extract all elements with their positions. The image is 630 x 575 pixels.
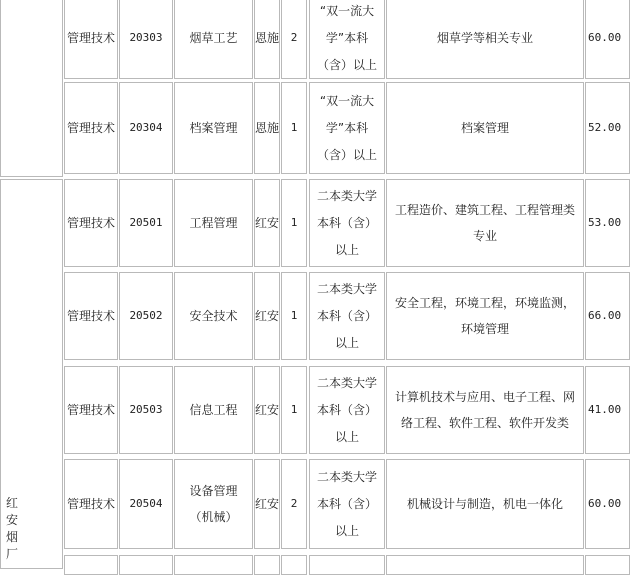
unit-label-hongan: 红安烟厂 xyxy=(6,496,19,561)
table-row-partial xyxy=(281,555,307,575)
category-cell: 管理技术 xyxy=(66,216,115,230)
table-row-partial xyxy=(64,555,118,575)
category-cell: 管理技术 xyxy=(66,309,115,323)
major-cell: 工程造价、建筑工程、工程管理类专业 xyxy=(386,179,584,267)
position-cell: 工程管理 xyxy=(174,179,253,267)
position-cell: 安全技术 xyxy=(174,272,253,360)
education-cell: 二本类大学 本科（含）以上 xyxy=(309,459,385,549)
score-cell: 52.00 xyxy=(585,82,630,174)
table-row xyxy=(64,82,118,174)
table-row-partial xyxy=(585,555,630,575)
location-cell: 红安 xyxy=(254,179,280,267)
major-cell: 机械设计与制造，机电一体化 xyxy=(386,459,584,549)
table-row-partial xyxy=(309,555,385,575)
category-cell: 管理技术 xyxy=(66,31,115,45)
major-cell: 计算机技术与应用、电子工程、网络工程、软件工程、软件开发类 xyxy=(386,366,584,454)
score-cell: 60.00 xyxy=(585,459,630,549)
major-cell: 档案管理 xyxy=(386,82,584,174)
position-cell: 信息工程 xyxy=(174,366,253,454)
code-cell: 20503 xyxy=(119,366,173,454)
count-cell: 1 xyxy=(281,82,307,174)
education-cell: 二本类大学 本科（含）以上 xyxy=(309,179,385,267)
code-cell: 20502 xyxy=(119,272,173,360)
location-cell: 恩施 xyxy=(254,0,280,79)
score-cell: 66.00 xyxy=(585,272,630,360)
count-cell: 1 xyxy=(281,366,307,454)
score-cell: 60.00 xyxy=(585,0,630,79)
table-row xyxy=(64,0,118,79)
category-cell: 管理技术 xyxy=(66,121,115,135)
table-row xyxy=(64,272,118,360)
table-row-partial xyxy=(386,555,584,575)
count-cell: 2 xyxy=(281,0,307,79)
education-cell: 二本类大学 本科（含）以上 xyxy=(309,272,385,360)
education-cell: “双一流大学”本科（含）以上 xyxy=(309,0,385,79)
location-cell: 恩施 xyxy=(254,82,280,174)
table-row-partial xyxy=(174,555,253,575)
unit-cell-top xyxy=(0,0,63,177)
category-cell: 管理技术 xyxy=(66,403,115,417)
score-cell: 41.00 xyxy=(585,366,630,454)
category-cell: 管理技术 xyxy=(66,497,115,511)
location-cell: 红安 xyxy=(254,459,280,549)
location-cell: 红安 xyxy=(254,366,280,454)
code-cell: 20304 xyxy=(119,82,173,174)
table-row xyxy=(64,366,118,454)
education-cell: 二本类大学 本科（含）以上 xyxy=(309,366,385,454)
position-cell: 设备管理（机械） xyxy=(174,459,253,549)
major-cell: 烟草学等相关专业 xyxy=(386,0,584,79)
code-cell: 20501 xyxy=(119,179,173,267)
code-cell: 20303 xyxy=(119,0,173,79)
table-row xyxy=(64,179,118,267)
count-cell: 2 xyxy=(281,459,307,549)
code-cell: 20504 xyxy=(119,459,173,549)
position-cell: 档案管理 xyxy=(174,82,253,174)
table-row-partial xyxy=(254,555,280,575)
table-row xyxy=(64,459,118,549)
location-cell: 红安 xyxy=(254,272,280,360)
education-cell: “双一流大学”本科（含）以上 xyxy=(309,82,385,174)
score-cell: 53.00 xyxy=(585,179,630,267)
major-cell: 安全工程，环境工程，环境监测，环境管理 xyxy=(386,272,584,360)
position-cell: 烟草工艺 xyxy=(174,0,253,79)
count-cell: 1 xyxy=(281,179,307,267)
table-row-partial xyxy=(119,555,173,575)
count-cell: 1 xyxy=(281,272,307,360)
